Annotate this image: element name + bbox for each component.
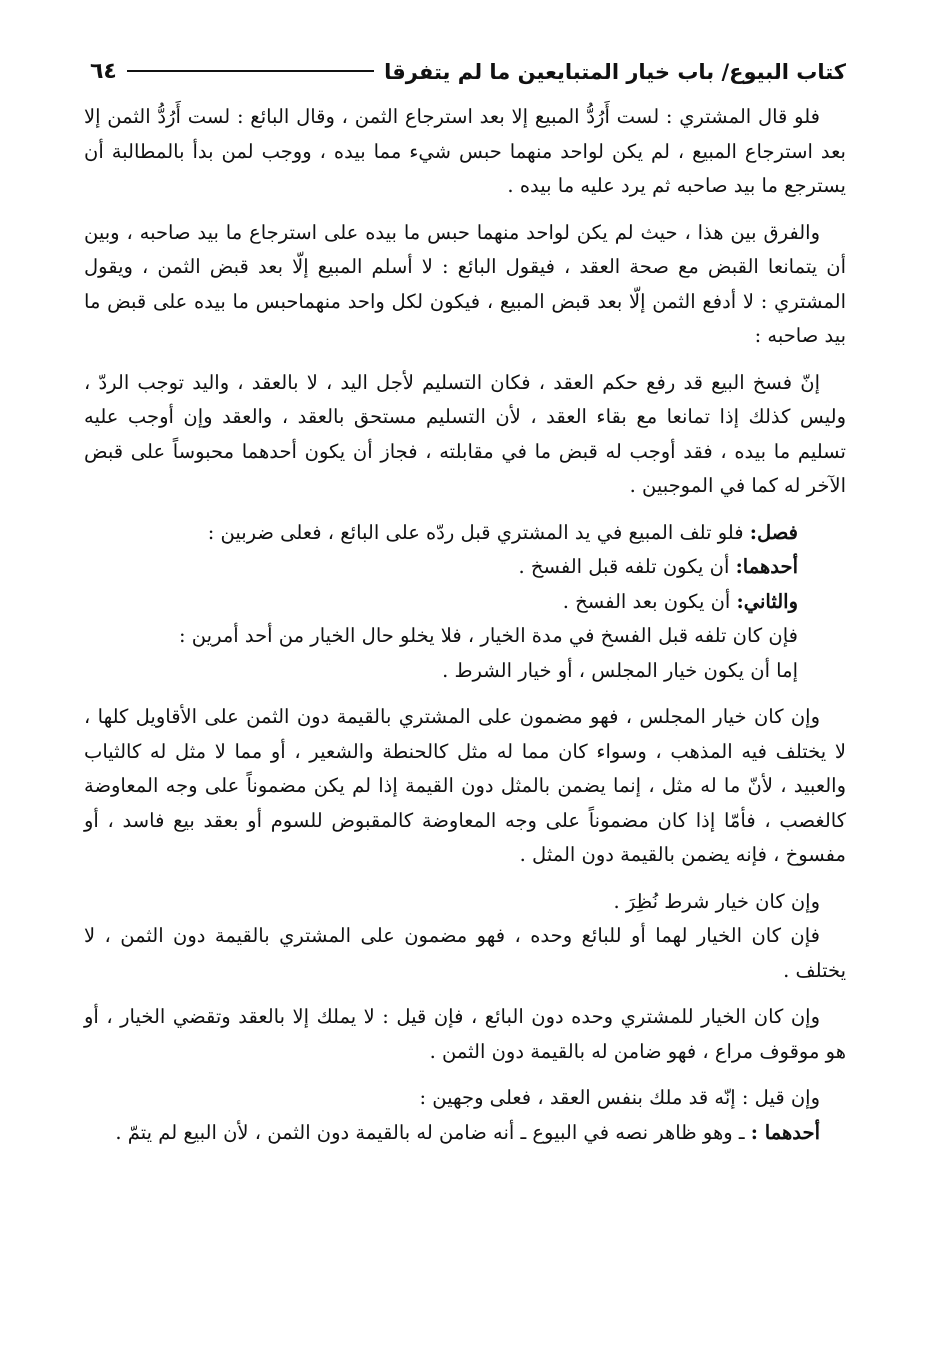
- section-fasl: [84, 516, 846, 689]
- text-line: إما أن يكون خيار المجلس ، أو خيار الشرط .: [442, 658, 798, 682]
- case-line: [84, 550, 798, 585]
- header-rule: [127, 70, 374, 72]
- paragraph: فلو قال المشتري : لست أَرُدُّ المبيع إلا بعد استرجاع الثمن ، وقال البائع : لست أَرُدُّ الثمن إلا بعد استرجاع المبيع ، لم يكن لواحد منهما حبس شيء مما بيده ، ووجب لمن بدأ بالمطالبة أن يسترجع ما بيد صاحبه ثم يرد عليه ما بيده .: [84, 105, 846, 197]
- case-label: والثاني:: [736, 589, 798, 613]
- case-text: ـ وهو ظاهر نصه في البيوع ـ أنه ضامن له بالقيمة دون الثمن ، لأن البيع لم يتمّ .: [115, 1120, 751, 1144]
- case-label: أحدهما :: [750, 1120, 820, 1144]
- section-label: فصل:: [749, 520, 798, 544]
- running-header: [90, 50, 846, 90]
- section-heading-line: [84, 516, 798, 551]
- case-text: أن يكون بعد الفسخ .: [562, 589, 737, 613]
- paragraph: وإن كان الخيار للمشتري وحده دون البائع ، فإن قيل : لا يملك إلا بالعقد وتقضي الخيار ، أو هو موقوف مراع ، فهو ضامن له بالقيمة دون الثمن .: [84, 1005, 846, 1063]
- text-line: فإن كان تلفه قبل الفسخ في مدة الخيار ، فلا يخلو حال الخيار من أحد أمرين :: [179, 624, 798, 647]
- chapter-title: كتاب البيوع/ باب خيار المتبايعين ما لم يتفرقا: [384, 60, 846, 84]
- page-number: ٦٤: [90, 59, 117, 84]
- case-text: أن يكون تلفه قبل الفسخ .: [518, 555, 736, 578]
- page-body: [84, 100, 846, 1162]
- case-line: [84, 585, 798, 620]
- paragraph: وإن كان خيار شرط نُظِرَ .: [613, 889, 820, 913]
- paragraph: وإن قيل : إنّه قد ملك بنفس العقد ، فعلى وجهين :: [419, 1086, 820, 1109]
- paragraph: فإن كان الخيار لهما أو للبائع وحده ، فهو مضمون على المشتري بالقيمة دون الثمن ، لا يختلف .: [84, 924, 846, 982]
- paragraph: [84, 1116, 846, 1151]
- case-label: أحدهما:: [735, 555, 798, 578]
- paragraph: إنّ فسخ البيع قد رفع حكم العقد ، فكان التسليم لأجل اليد ، لا بالعقد ، واليد توجب الردّ ، وليس كذلك إذا تمانعا مع بقاء العقد ، لأن التسليم مستحق بالعقد ، والعقد وإن أوجب عليه تسليم ما بيده ، فقد أوجب له قبض ما في مقابلته ، فجاز أن يكون أحدهما محبوساً على قبض الآخر له كما في الموجبين .: [84, 370, 846, 497]
- paragraph: والفرق بين هذا ، حيث لم يكن لواحد منهما حبس ما بيده على استرجاع ما بيد صاحبه ، وبين أن يتمانعا القبض مع صحة العقد ، فيقول البائع : لا أسلم المبيع إلّا بعد قبض الثمن ، ويقول المشتري : لا أدفع الثمن إلّا بعد قبض المبيع ، فيكون لكل واحد منهماحبس ما بيده على قبض ما بيد صاحبه :: [84, 220, 846, 347]
- section-text: فلو تلف المبيع في يد المشتري قبل ردّه على البائع ، فعلى ضربين :: [207, 520, 750, 544]
- paragraph: وإن كان خيار المجلس ، فهو مضمون على المشتري بالقيمة دون الثمن على الأقاويل كلها ، لا يختلف فيه المذهب ، وسواء كان مما له مثل كالحنطة والشعير ، أو مما لا مثل له كالثياب والعبيد ، لأنّ ما له مثل ، إنما يضمن بالمثل دون القيمة إذا لم يكن مضموناً على وجه المعاوضة كالغصب ، فأمّا إذا كان مضموناً على وجه المعاوضة كالمقبوض للسوم أو بعقد بيع فاسد ، أو مفسوخ ، فإنه يضمن بالقيمة دون المثل .: [84, 705, 846, 866]
